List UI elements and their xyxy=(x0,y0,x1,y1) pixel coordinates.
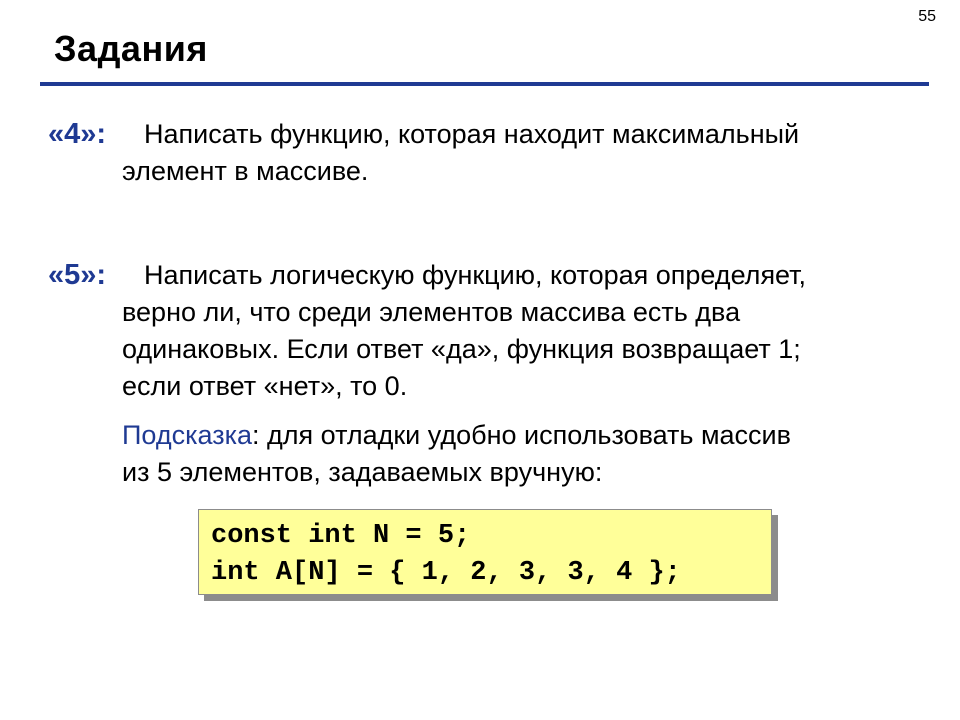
task-text-line: Написать логическую функцию, которая определяет, xyxy=(144,260,807,290)
task-number: «5»: xyxy=(48,259,107,291)
slide-title: Задания xyxy=(54,28,208,69)
code-line: int A[N] = { 1, 2, 3, 3, 4 }; xyxy=(211,558,681,588)
hint-label: Подсказка xyxy=(122,420,253,450)
task-text-line: если ответ «нет», то 0. xyxy=(122,371,408,401)
hint-text-line: из 5 элементов, задаваемых вручную: xyxy=(122,457,603,487)
hint-text-line: : для отладки удобно использовать массив xyxy=(252,420,791,450)
task-4 xyxy=(48,116,938,190)
page-number: 55 xyxy=(918,8,936,25)
task-number: «4»: xyxy=(48,118,107,150)
title-underline xyxy=(40,82,929,86)
code-block xyxy=(198,509,772,595)
task-text-line: Написать функцию, которая находит максимальный xyxy=(144,119,800,149)
task-text-line: верно ли, что среди элементов массива есть два xyxy=(122,297,741,327)
hint-paragraph xyxy=(122,417,942,491)
task-text-line: элемент в массиве. xyxy=(122,156,369,186)
code-line: const int N = 5; xyxy=(211,521,471,551)
task-text-line: одинаковых. Если ответ «да», функция возвращает 1; xyxy=(122,334,801,364)
task-5 xyxy=(48,257,938,405)
